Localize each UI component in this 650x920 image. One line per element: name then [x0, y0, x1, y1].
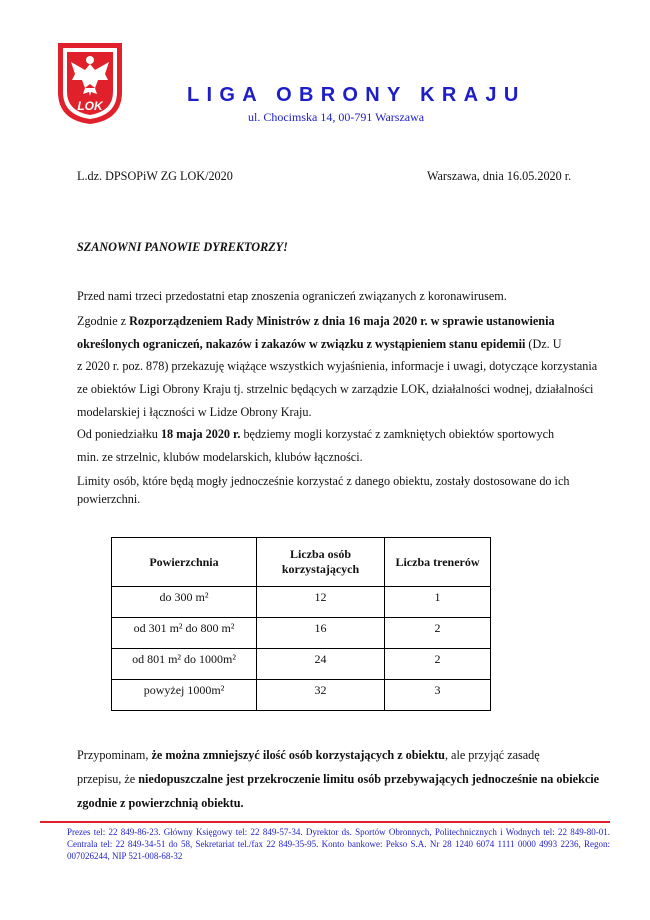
table-row [112, 649, 491, 680]
p2-regulation: Rozporządzeniem Rady Ministrów z dnia 16 maja 2020 r. w sprawie ustanowienia [129, 314, 555, 328]
header-area: Powierzchnia [112, 538, 257, 587]
cell-trainers: 2 [385, 649, 491, 680]
header-people [257, 538, 385, 587]
p3-date: 18 maja 2020 r. [160, 427, 241, 441]
table-row [112, 680, 491, 711]
header-people-line-1: Liczba osób [289, 547, 351, 561]
cell-area: od 301 m² do 800 m² [112, 618, 257, 649]
cell-people: 32 [257, 680, 385, 711]
lok-logo [55, 40, 125, 126]
paragraph-2-line-2 [77, 337, 562, 352]
paragraph-3-line-2: min. ze strzelnic, klubów modelarskich, klubów łączności. [77, 450, 363, 464]
table-row [112, 587, 491, 618]
footer-divider [40, 821, 610, 823]
p2-lead: Zgodnie z [77, 314, 130, 328]
logo-text: LOK [77, 99, 103, 113]
paragraph-2-line-1 [77, 314, 555, 329]
cell-people: 24 [257, 649, 385, 680]
p2-journal: (Dz. U [525, 337, 562, 351]
p5-bold-3: zgodnie z powierzchnią obiektu. [77, 796, 244, 810]
paragraph-4-line-2: powierzchni. [77, 492, 141, 506]
paragraph-2-line-3: z 2020 r. poz. 878) przekazuję wiążące wszystkich wyjaśnienia, informacje i uwagi, dotyczące korzystania [77, 359, 598, 373]
p3-lead: Od poniedziałku [77, 427, 161, 441]
p5-lead: Przypominam, [77, 748, 152, 762]
org-address: ul. Chocimska 14, 00-791 Warszawa [248, 110, 425, 124]
cell-area: do 300 m² [112, 587, 257, 618]
table-header-row [112, 538, 491, 587]
paragraph-1: Przed nami trzeci przedostatni etap znoszenia ograniczeń związanych z koronawirusem. [77, 289, 507, 303]
header-trainers: Liczba trenerów [385, 538, 491, 587]
cell-area: powyżej 1000m² [112, 680, 257, 711]
paragraph-2-line-5: modelarskiej i łączności w Lidze Obrony Kraju. [77, 405, 312, 419]
p3-rest: będziemy mogli korzystać z zamkniętych obiektów sportowych [240, 427, 555, 441]
paragraph-2-line-4: ze obiektów Ligi Obrony Kraju tj. strzelnic będących w zarządzie LOK, działalności wodnej, działalności [77, 382, 594, 396]
reference-number: L.dz. DPSOPiW ZG LOK/2020 [77, 169, 233, 183]
cell-people: 16 [257, 618, 385, 649]
cell-trainers: 3 [385, 680, 491, 711]
p5-bold-1: że można zmniejszyć ilość osób korzystających z obiektu [151, 748, 445, 762]
org-name: LIGA OBRONY KRAJU [187, 84, 526, 106]
p2-regulation-cont: określonych ograniczeń, nakazów i zakazów w związku z wystąpieniem stanu epidemii [77, 337, 526, 351]
p5-lead-2: przepisu, że [77, 772, 139, 786]
cell-trainers: 2 [385, 618, 491, 649]
paragraph-4-line-1: Limity osób, które będą mogły jednocześnie korzystać z danego obiektu, zostały dostosowane do ich [77, 474, 570, 488]
cell-trainers: 1 [385, 587, 491, 618]
p5-bold-2: niedopuszczalne jest przekroczenie limitu osób przebywających jednocześnie na obiekcie [138, 772, 600, 786]
limits-table [111, 537, 491, 711]
footer-contact-info: Prezes tel: 22 849-86-23. Główny Księgowy tel: 22 849-57-34. Dyrektor ds. Sportów Obronnych, Politechnicznych i Wodnych tel: 22 849-80-01. Centrala tel: 22 849-34-51 do 58, Sekretariat tel./fax 22 849-35-95. Konto bankowe: Pekso S.A. Nr 28 1240 6074 1111 0000 4993 2236, Regon: 007026244, NIP 521-008-68-32 [67, 827, 610, 861]
table-row [112, 618, 491, 649]
paragraph-5-line-2 [77, 772, 599, 787]
paragraph-5-line-3 [77, 796, 244, 811]
salutation: SZANOWNI PANOWIE DYREKTORZY! [77, 240, 288, 254]
cell-area: od 801 m² do 1000m² [112, 649, 257, 680]
cell-people: 12 [257, 587, 385, 618]
paragraph-5-line-1 [77, 748, 540, 763]
p5-rest: , ale przyjąć zasadę [444, 748, 540, 762]
date-line: Warszawa, dnia 16.05.2020 r. [427, 169, 572, 183]
paragraph-3-line-1 [77, 427, 554, 442]
header-people-line-2: korzystających [281, 562, 360, 576]
